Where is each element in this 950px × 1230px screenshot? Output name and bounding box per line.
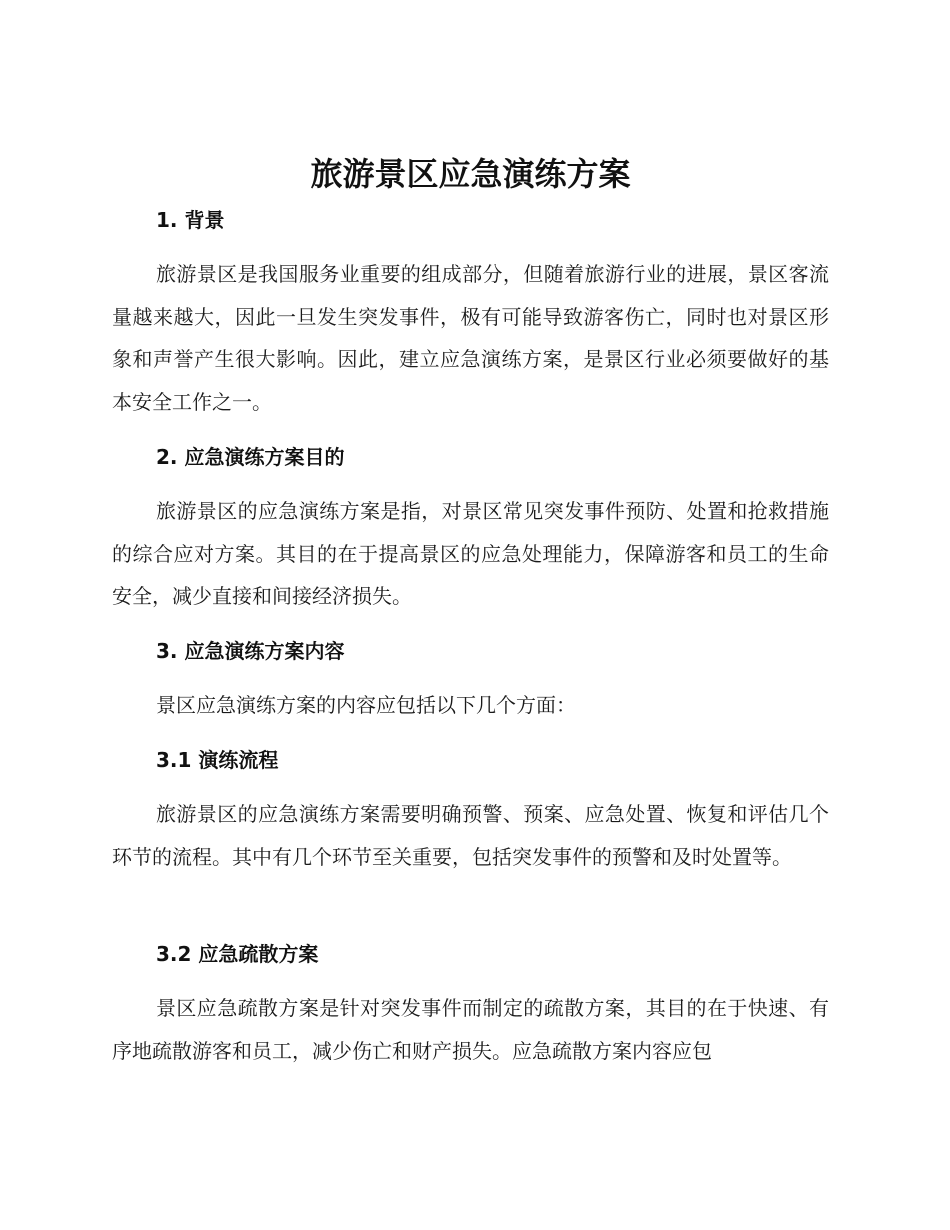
section-paragraph-evacuation: 景区应急疏散方案是针对突发事件而制定的疏散方案，其目的在于快速、有序地疏散游客和员工，减少伤亡和财产损失。应急疏散方案内容应包 <box>112 996 829 1063</box>
section-heading-purpose: 2. 应急演练方案目的 <box>156 445 345 469</box>
section-heading-content: 3. 应急演练方案内容 <box>156 639 345 663</box>
section-heading-evacuation: 3.2 应急疏散方案 <box>156 942 319 966</box>
section-heading-background: 1. 背景 <box>156 208 225 232</box>
document-title: 旅游景区应急演练方案 <box>310 155 631 193</box>
section-paragraph-background: 旅游景区是我国服务业重要的组成部分，但随着旅游行业的进展，景区客流量越来越大，因此一旦发生突发事件，极有可能导致游客伤亡，同时也对景区形象和声誉产生很大影响。因此，建立应急演练方案，是景区行业必须要做好的基本安全工作之一。 <box>112 262 829 414</box>
section-paragraph-content: 景区应急演练方案的内容应包括以下几个方面： <box>156 693 576 717</box>
section-heading-drill-process: 3.1 演练流程 <box>156 748 279 772</box>
section-paragraph-purpose: 旅游景区的应急演练方案是指，对景区常见突发事件预防、处置和抢救措施的综合应对方案。其目的在于提高景区的应急处理能力，保障游客和员工的生命安全，减少直接和间接经济损失。 <box>112 499 829 608</box>
section-paragraph-drill-process: 旅游景区的应急演练方案需要明确预警、预案、应急处置、恢复和评估几个环节的流程。其中有几个环节至关重要，包括突发事件的预警和及时处置等。 <box>112 802 829 869</box>
